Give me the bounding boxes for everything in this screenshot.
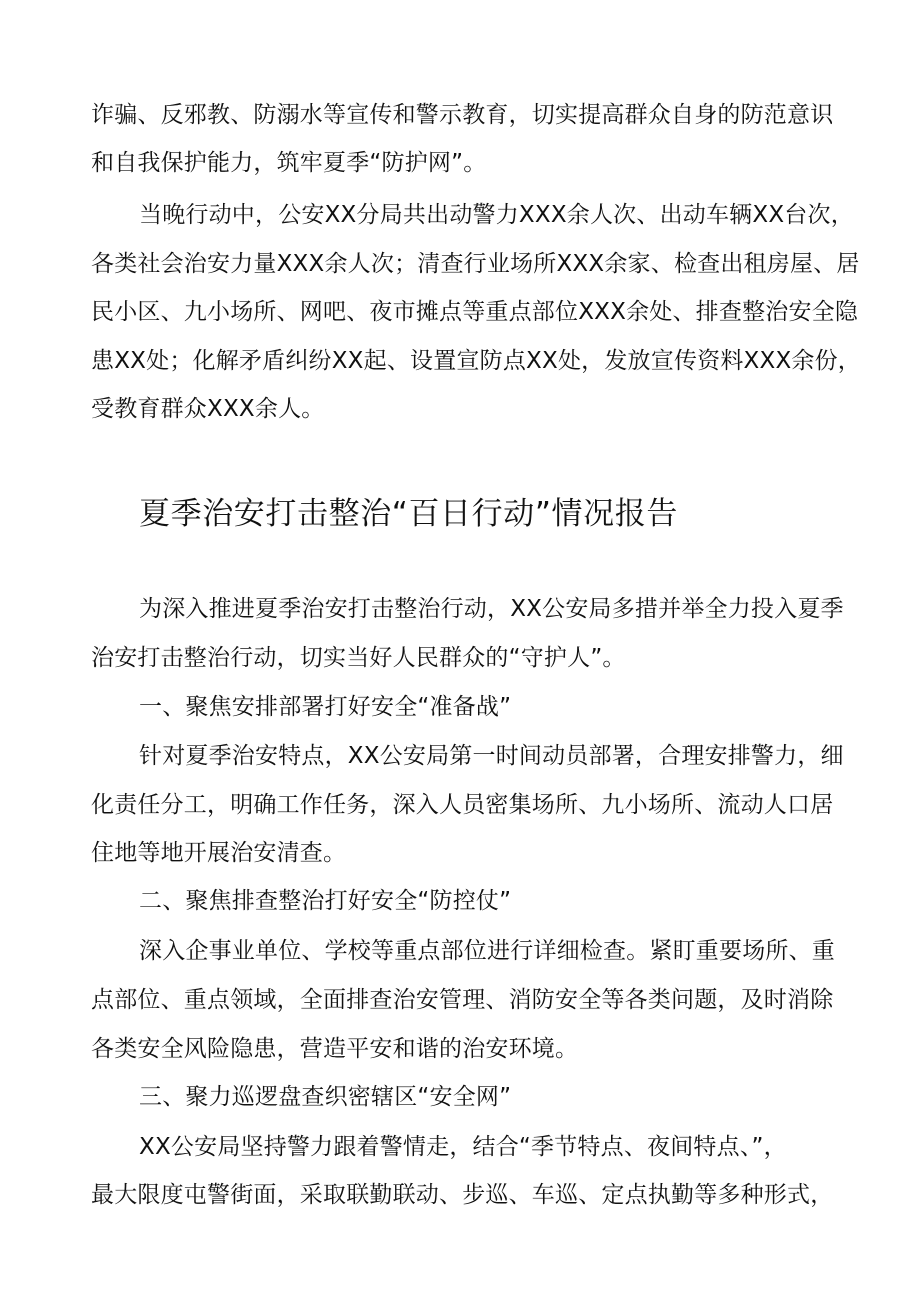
operation-line-3: 民小区、九小场所、网吧、夜市摊点等重点部位XXX余处、排查整治安全隐 bbox=[91, 299, 859, 325]
section-2-line-1: 深入企事业单位、学校等重点部位进行详细检查。紧盯重要场所、重 bbox=[139, 938, 835, 964]
section-3-line-1: XX公安局坚持警力跟着警情走，结合“季节特点、夜间特点、”， bbox=[139, 1134, 787, 1160]
report-lead-line-2: 治安打击整治行动，切实当好人民群众的“守护人”。 bbox=[91, 645, 626, 671]
section-2-heading: 二、聚焦排查整治打好安全“防控仗” bbox=[139, 888, 512, 914]
operation-line-1: 当晚行动中，公安XX分局共出动警力XXX余人次、出动车辆XX台次， bbox=[139, 202, 854, 228]
section-2-line-2: 点部位、重点领域，全面排查治安管理、消防安全等各类问题，及时消除 bbox=[91, 987, 834, 1013]
section-1-line-2: 化责任分工，明确工作任务，深入人员密集场所、九小场所、流动人口居 bbox=[91, 792, 834, 818]
operation-line-5: 受教育群众XXX余人。 bbox=[91, 396, 325, 422]
section-3-heading: 三、聚力巡逻盘查织密辖区“安全网” bbox=[139, 1084, 512, 1110]
operation-line-4: 患XX处；化解矛盾纠纷XX起、设置宣防点XX处，发放宣传资料XXX余份， bbox=[91, 348, 862, 374]
report-lead-line-1: 为深入推进夏季治安打击整治行动，XX公安局多措并举全力投入夏季 bbox=[139, 596, 844, 622]
section-3-line-2: 最大限度屯警街面，采取联勤联动、步巡、车巡、定点执勤等多种形式， bbox=[91, 1182, 834, 1208]
section-1-heading: 一、聚焦安排部署打好安全“准备战” bbox=[139, 694, 512, 720]
section-1-line-3: 住地等地开展治安清查。 bbox=[91, 840, 347, 866]
intro-line-2: 和自我保护能力，筑牢夏季“防护网”。 bbox=[91, 150, 487, 176]
intro-line-1: 诈骗、反邪教、防溺水等宣传和警示教育，切实提高群众自身的防范意识 bbox=[91, 102, 834, 128]
report-title: 夏季治安打击整治“百日行动”情况报告 bbox=[139, 496, 678, 532]
section-2-line-3: 各类安全风险隐患，营造平安和谐的治安环境。 bbox=[91, 1036, 579, 1062]
operation-line-2: 各类社会治安力量XXX余人次；清查行业场所XXX余家、检查出租房屋、居 bbox=[91, 251, 860, 277]
section-1-line-1: 针对夏季治安特点，XX公安局第一时间动员部署，合理安排警力，细 bbox=[139, 743, 844, 769]
